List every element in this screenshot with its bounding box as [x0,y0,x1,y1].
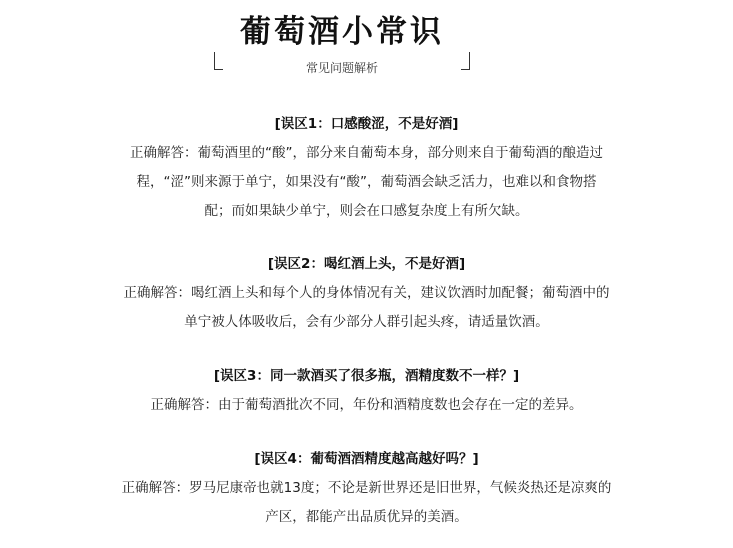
answer-3-line-1: 正确解答：由于葡萄酒批次不同，年份和酒精度数也会存在一定的差异。 [150,397,583,413]
page-subtitle [214,60,470,76]
answer-1 [0,139,733,226]
answer-2-line-1: 正确解答：喝红酒上头和每个人的身体情况有关，建议饮酒时加配餐；葡萄酒中的 [123,285,610,301]
answer-4-line-1: 正确解答：罗马尼康帝也就13度；不论是新世界还是旧世界，气候炎热还是凉爽的 [121,480,612,496]
answer-2-line-2: 单宁被人体吸收后，会有少部分人群引起头疼，请适量饮酒。 [184,314,549,330]
answer-1-line-3: 配；而如果缺少单宁，则会在口感复杂度上有所欠缺。 [204,203,529,219]
qa-item-4 [0,448,733,532]
question-1: [误区1：口感酸涩，不是好酒] [274,116,459,132]
qa-item-2 [0,253,733,337]
question-2: [误区2：喝红酒上头，不是好酒] [267,256,466,272]
answer-4-line-2: 产区，都能产出品质优异的美酒。 [265,509,468,525]
answer-1-line-1: 正确解答：葡萄酒里的“酸”，部分来自葡萄本身，部分则来自于葡萄酒的酿造过 [130,145,603,161]
qa-item-3 [0,365,733,420]
answer-1-line-2: 程，“涩”则来源于单宁，如果没有“酸”，葡萄酒会缺乏活力，也难以和食物搭 [136,174,597,190]
qa-item-1 [0,113,733,226]
answer-2 [0,279,733,337]
question-3: [误区3：同一款酒买了很多瓶，酒精度数不一样？] [213,368,520,384]
header [0,0,733,90]
page-title: 葡萄酒小常识 [214,12,470,52]
question-4: [误区4：葡萄酒酒精度越高越好吗？] [254,451,479,467]
answer-4 [0,474,733,532]
page-subtitle-text: 常见问题解析 [300,61,384,75]
answer-3 [0,391,733,420]
